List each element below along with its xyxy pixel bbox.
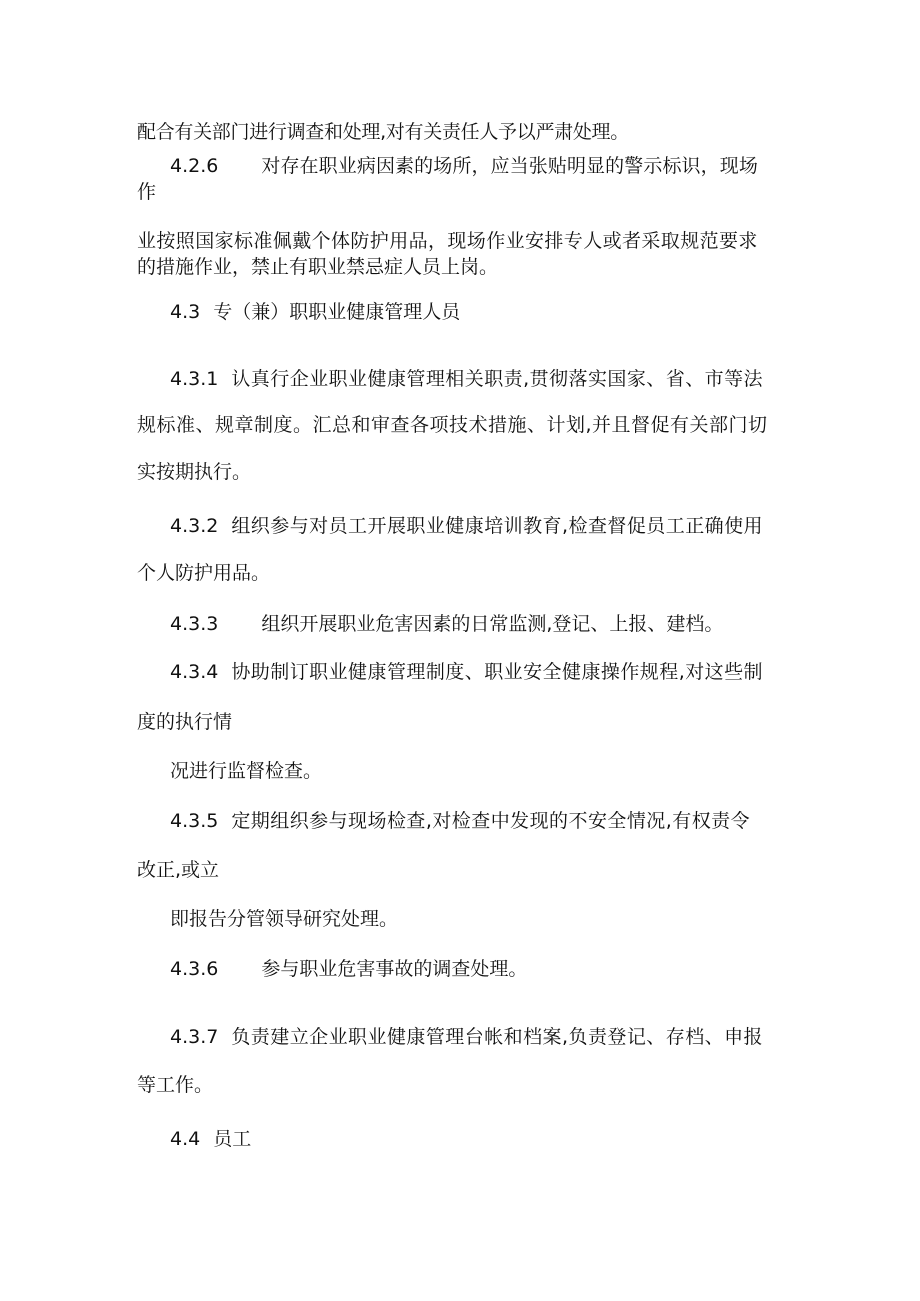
paragraph-line: 的措施作业，禁止有职业禁忌症人员上岗。 <box>137 256 499 278</box>
clause-4-3-7 <box>170 1026 763 1048</box>
paragraph-line: 改正,或立 <box>137 859 220 881</box>
paragraph-line: 度的执行情 <box>137 711 233 733</box>
section-heading-4-4 <box>170 1128 251 1150</box>
paragraph-line: 即报告分管领导研究处理。 <box>170 908 399 930</box>
section-number: 4.4 <box>170 1128 201 1150</box>
clause-text: 对存在职业病因素的场所，应当张贴明显的警示标识，现场 <box>261 155 758 177</box>
clause-number: 4.2.6 <box>170 155 219 177</box>
clause-text: 参与职业危害事故的调查处理。 <box>261 958 528 980</box>
clause-4-3-1 <box>170 368 763 390</box>
clause-number: 4.3.1 <box>170 368 219 390</box>
paragraph-line: 配合有关部门进行调查和处理,对有关责任人予以严肃处理。 <box>137 121 629 143</box>
clause-number: 4.3.4 <box>170 661 219 683</box>
section-title: 专（兼）职职业健康管理人员 <box>213 301 461 323</box>
clause-number: 4.3.6 <box>170 958 219 980</box>
paragraph-line: 等工作。 <box>137 1074 214 1096</box>
clause-4-3-5 <box>170 810 750 832</box>
clause-4-3-4 <box>170 661 763 683</box>
paragraph-line: 实按期执行。 <box>137 461 252 483</box>
clause-4-3-3 <box>170 613 723 635</box>
clause-text: 组织开展职业危害因素的日常监测,登记、上报、建档。 <box>261 613 724 635</box>
clause-4-3-6 <box>170 958 527 980</box>
section-title: 员工 <box>213 1128 252 1150</box>
clause-number: 4.3.5 <box>170 810 219 832</box>
section-heading-4-3 <box>170 301 460 323</box>
clause-4-3-2 <box>170 515 763 537</box>
paragraph-line: 况进行监督检查。 <box>170 760 323 782</box>
section-number: 4.3 <box>170 301 201 323</box>
clause-number: 4.3.7 <box>170 1026 219 1048</box>
clause-text: 组织参与对员工开展职业健康培训教育,检查督促员工正确使用 <box>231 515 764 537</box>
clause-text: 协助制订职业健康管理制度、职业安全健康操作规程,对这些制 <box>231 661 764 683</box>
paragraph-line: 规标准、规章制度。汇总和审查各项技术措施、计划,并且督促有关部门切 <box>137 414 768 436</box>
clause-number: 4.3.2 <box>170 515 219 537</box>
clause-4-2-6 <box>170 155 758 177</box>
paragraph-line: 业按照国家标准佩戴个体防护用品，现场作业安排专人或者采取规范要求 <box>137 230 758 252</box>
clause-text: 负责建立企业职业健康管理台帐和档案,负责登记、存档、申报 <box>231 1026 764 1048</box>
clause-text: 定期组织参与现场检查,对检查中发现的不安全情况,有权责令 <box>231 810 751 832</box>
paragraph-line: 作 <box>137 181 157 203</box>
paragraph-line: 个人防护用品。 <box>137 562 271 584</box>
clause-text: 认真行企业职业健康管理相关职责,贯彻落实国家、省、市等法 <box>231 368 764 390</box>
clause-number: 4.3.3 <box>170 613 219 635</box>
